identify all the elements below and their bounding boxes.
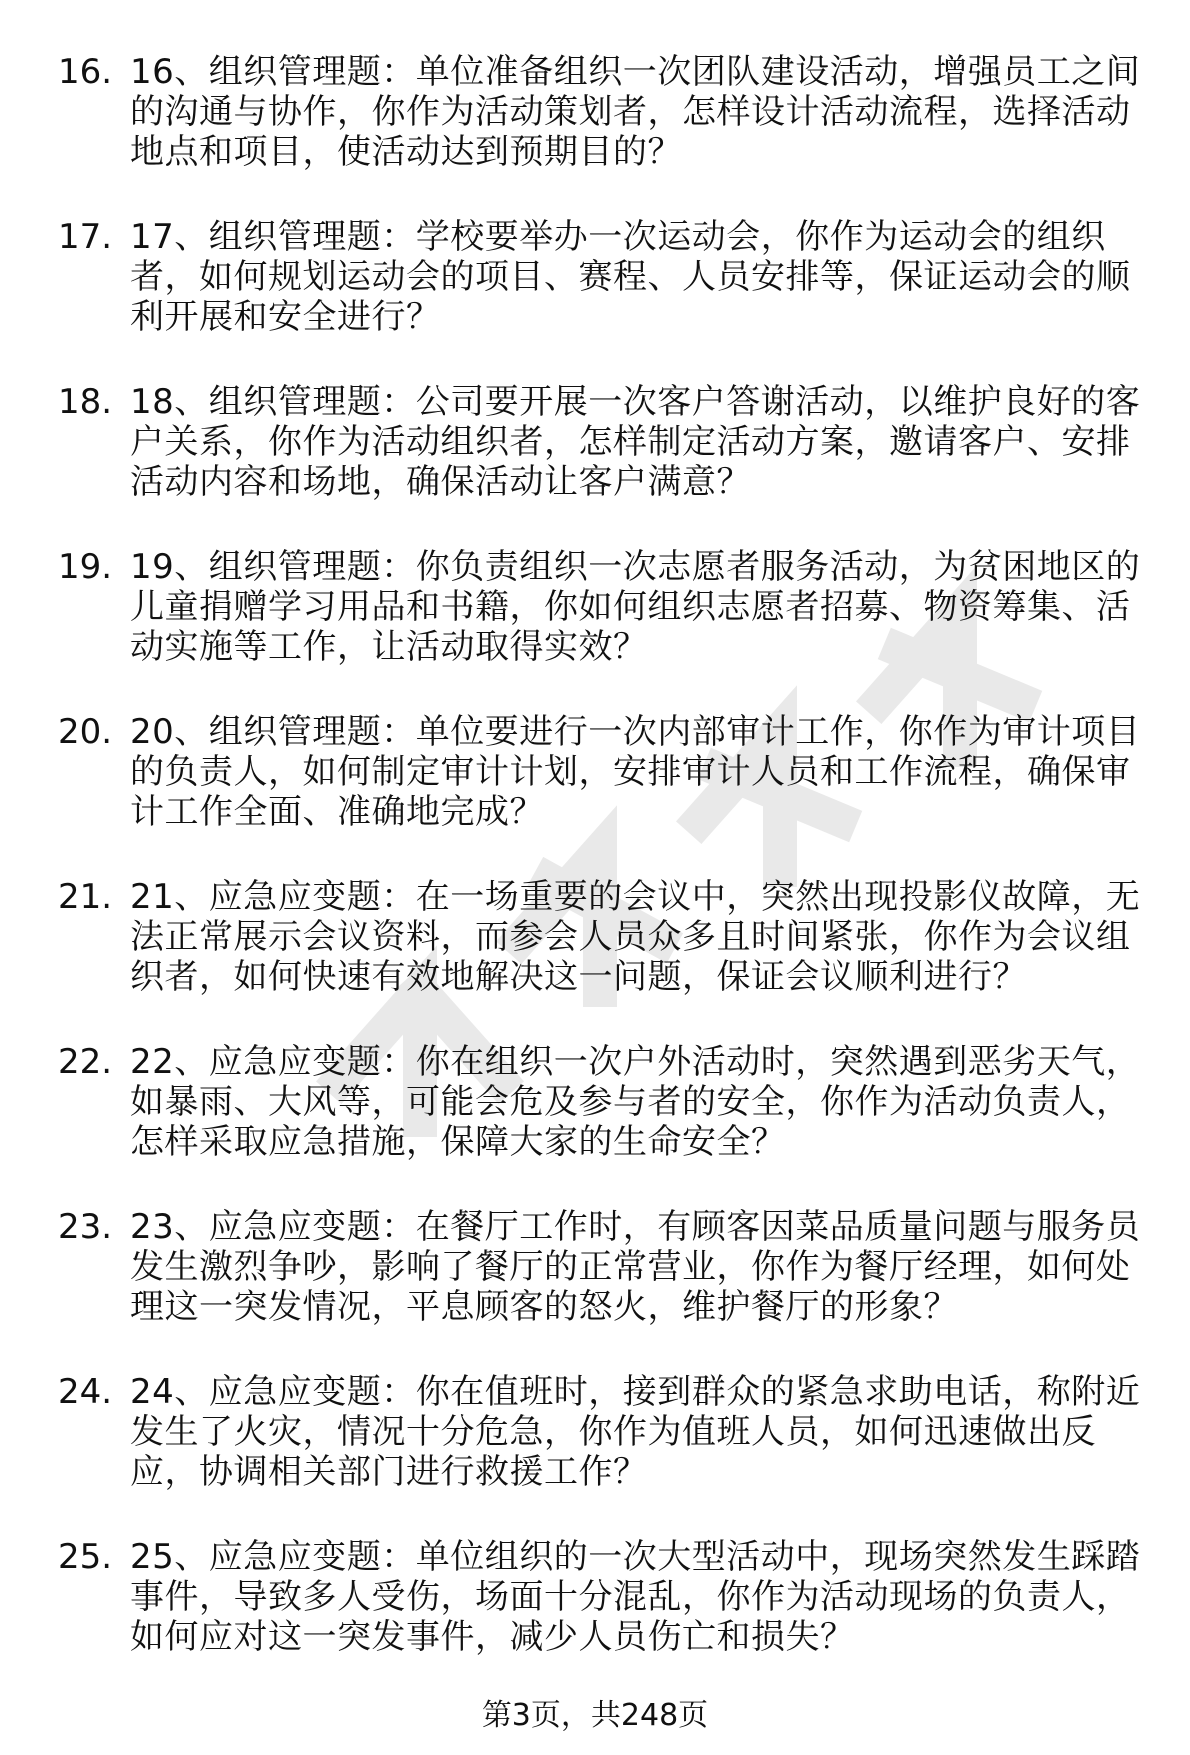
item-number: 23. <box>58 1207 113 1247</box>
item-text: 17、组织管理题：学校要举办一次运动会，你作为运动会的组织者，如何规划运动会的项目、赛程、人员安排等，保证运动会的顺利开展和安全进行？ <box>130 217 1131 337</box>
item-number: 16. <box>58 52 113 92</box>
item-number: 19. <box>58 547 113 587</box>
list-item <box>58 1207 1158 1372</box>
item-text: 25、应急应变题：单位组织的一次大型活动中，现场突然发生踩踏事件，导致多人受伤，场面十分混乱，你作为活动现场的负责人，如何应对这一突发事件，减少人员伤亡和损失？ <box>130 1537 1141 1657</box>
item-number: 21. <box>58 877 113 917</box>
item-number: 24. <box>58 1372 113 1412</box>
list-item <box>58 1372 1158 1537</box>
item-text: 23、应急应变题：在餐厅工作时，有顾客因菜品质量问题与服务员发生激烈争吵，影响了餐厅的正常营业，你作为餐厅经理，如何处理这一突发情况，平息顾客的怒火，维护餐厅的形象？ <box>130 1207 1141 1327</box>
item-number: 18. <box>58 382 113 422</box>
list-item <box>58 382 1158 547</box>
item-text: 16、组织管理题：单位准备组织一次团队建设活动，增强员工之间的沟通与协作，你作为活动策划者，怎样设计活动流程，选择活动地点和项目，使活动达到预期目的？ <box>130 52 1141 172</box>
list-item <box>58 217 1158 382</box>
item-number: 25. <box>58 1537 113 1577</box>
item-number: 17. <box>58 217 113 257</box>
list-item <box>58 52 1158 217</box>
item-text: 20、组织管理题：单位要进行一次内部审计工作，你作为审计项目的负责人，如何制定审计计划，安排审计人员和工作流程，确保审计工作全面、准确地完成？ <box>130 712 1141 832</box>
item-text: 21、应急应变题：在一场重要的会议中，突然出现投影仪故障，无法正常展示会议资料，而参会人员众多且时间紧张，你作为会议组织者，如何快速有效地解决这一问题，保证会议顺利进行？ <box>130 877 1141 997</box>
list-item <box>58 712 1158 877</box>
item-text: 19、组织管理题：你负责组织一次志愿者服务活动，为贫困地区的儿童捐赠学习用品和书籍，你如何组织志愿者招募、物资筹集、活动实施等工作，让活动取得实效？ <box>130 547 1141 667</box>
item-number: 22. <box>58 1042 113 1082</box>
page-footer: 第3页，共248页 <box>481 1698 709 1733</box>
list-item <box>58 1042 1158 1207</box>
item-text: 18、组织管理题：公司要开展一次客户答谢活动，以维护良好的客户关系，你作为活动组织者，怎样制定活动方案，邀请客户、安排活动内容和场地，确保活动让客户满意？ <box>130 382 1141 502</box>
question-list <box>58 52 1158 1702</box>
item-number: 20. <box>58 712 113 752</box>
list-item <box>58 877 1158 1042</box>
item-text: 24、应急应变题：你在值班时，接到群众的紧急求助电话，称附近发生了火灾，情况十分危急，你作为值班人员，如何迅速做出反应，协调相关部门进行救援工作？ <box>130 1372 1141 1492</box>
item-text: 22、应急应变题：你在组织一次户外活动时，突然遇到恶劣天气，如暴雨、大风等，可能会危及参与者的安全，你作为活动负责人，怎样采取应急措施，保障大家的生命安全？ <box>130 1042 1141 1162</box>
list-item <box>58 1537 1158 1702</box>
list-item <box>58 547 1158 712</box>
